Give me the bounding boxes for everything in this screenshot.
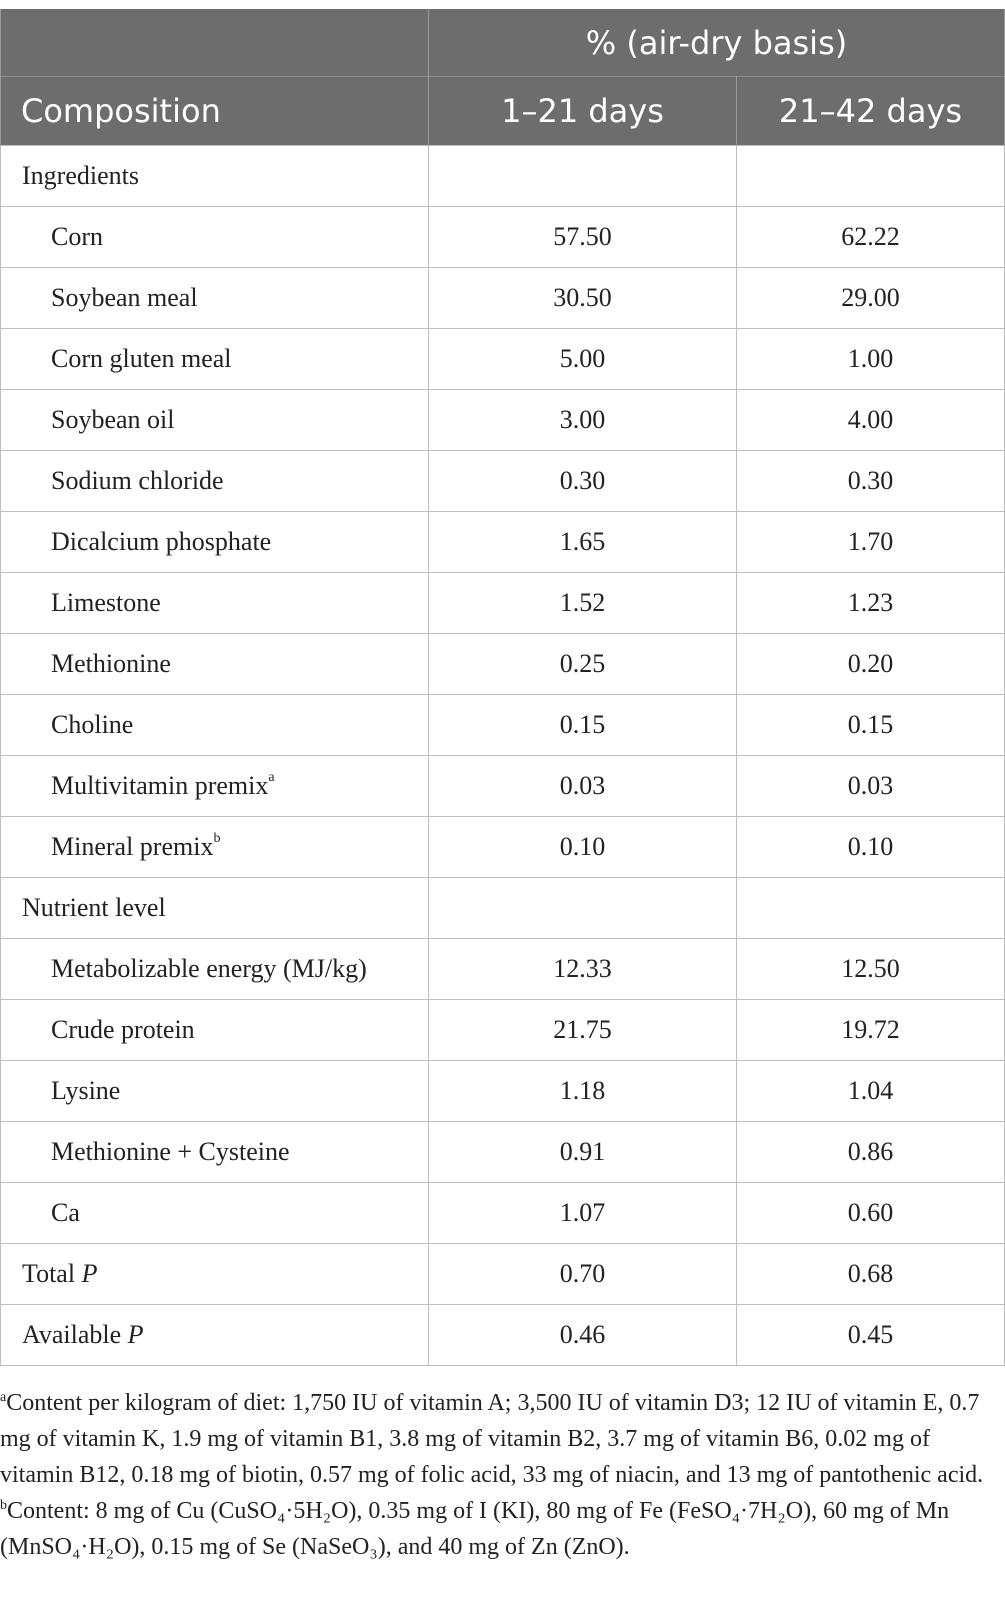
row-label-cell: [1, 1305, 429, 1366]
table-row: [1, 817, 1005, 878]
row-label-cell: [1, 329, 429, 390]
row-label-cell: [1, 634, 429, 695]
row-label: Ca: [51, 1198, 80, 1227]
footnote-a-marker: a: [0, 1390, 7, 1405]
value-1-21-days: 1.65: [429, 512, 737, 573]
row-label: Soybean meal: [51, 283, 198, 312]
table-row: [1, 634, 1005, 695]
footnote-marker: b: [213, 831, 221, 847]
value-1-21-days: 1.18: [429, 1061, 737, 1122]
footnote-a-text: Content per kilogram of diet: 1,750 IU of vitamin A; 3,500 IU of vitamin D3; 12 IU of vitamin E, 0.7 mg of vitamin K, 1.9 mg of vitamin B1, 3.8 mg of vitamin B2, 3.7 mg of vitamin B6, 0.02 mg of vitamin B12, 0.18 mg of biotin, 0.57 mg of folic acid, 33 mg of niacin, and 13 mg of pantothenic acid.: [0, 1390, 984, 1488]
row-label: Mineral premix: [51, 832, 214, 861]
value-21-42-days: 4.00: [737, 390, 1005, 451]
value-21-42-days: 1.70: [737, 512, 1005, 573]
row-label-cell: [1, 1244, 429, 1305]
value-21-42-days: 0.30: [737, 451, 1005, 512]
header-composition: Composition: [1, 77, 429, 146]
table-row: [1, 1122, 1005, 1183]
row-label-cell: [1, 756, 429, 817]
value-1-21-days: 0.03: [429, 756, 737, 817]
value-1-21-days: 0.15: [429, 695, 737, 756]
section-row: [1, 146, 1005, 207]
row-label: Limestone: [51, 588, 161, 617]
value-21-42-days: 0.68: [737, 1244, 1005, 1305]
row-label: Corn: [51, 222, 103, 251]
value-1-21-days: 1.07: [429, 1183, 737, 1244]
value-1-21-days: 57.50: [429, 207, 737, 268]
value-21-42-days: 12.50: [737, 939, 1005, 1000]
row-label-cell: [1, 1061, 429, 1122]
table-row: [1, 939, 1005, 1000]
value-21-42-days: 0.60: [737, 1183, 1005, 1244]
empty-cell: [737, 146, 1005, 207]
row-label: Lysine: [51, 1076, 121, 1105]
table-row: [1, 207, 1005, 268]
value-21-42-days: 1.00: [737, 329, 1005, 390]
value-21-42-days: 0.03: [737, 756, 1005, 817]
row-label: Crude protein: [51, 1015, 195, 1044]
table-body: [1, 146, 1005, 1366]
empty-cell: [429, 146, 737, 207]
footnote-marker: a: [268, 770, 275, 786]
row-label-cell: [1, 1122, 429, 1183]
row-label: Methionine + Cysteine: [51, 1137, 290, 1166]
row-label-cell: [1, 268, 429, 329]
table-row: [1, 695, 1005, 756]
value-1-21-days: 3.00: [429, 390, 737, 451]
empty-cell: [429, 878, 737, 939]
row-label-variable: P: [127, 1320, 144, 1349]
value-1-21-days: 0.46: [429, 1305, 737, 1366]
row-label: Methionine: [51, 649, 171, 678]
value-21-42-days: 0.45: [737, 1305, 1005, 1366]
value-1-21-days: 0.25: [429, 634, 737, 695]
row-label: Soybean oil: [51, 405, 175, 434]
row-label: Corn gluten meal: [51, 344, 232, 373]
value-21-42-days: 1.23: [737, 573, 1005, 634]
section-row: [1, 878, 1005, 939]
value-21-42-days: 19.72: [737, 1000, 1005, 1061]
value-21-42-days: 0.20: [737, 634, 1005, 695]
table-footnote: [0, 1385, 1005, 1565]
row-label-cell: [1, 512, 429, 573]
table-row: [1, 329, 1005, 390]
row-label: Choline: [51, 710, 134, 739]
footnote-b-text: Content: 8 mg of Cu (CuSO₄·5H₂O), 0.35 mg of I (KI), 80 mg of Fe (FeSO₄·7H₂O), 60 mg of Mn (MnSO₄·H₂O), 0.15 mg of Se (NaSeO₃), and 40 mg of Zn (ZnO).: [0, 1498, 950, 1560]
row-label: Metabolizable energy (MJ/kg): [51, 954, 367, 983]
table-row: [1, 756, 1005, 817]
value-1-21-days: 0.10: [429, 817, 737, 878]
value-21-42-days: 0.10: [737, 817, 1005, 878]
row-label-cell: [1, 207, 429, 268]
row-label-cell: [1, 1000, 429, 1061]
row-label-cell: [1, 695, 429, 756]
table-row: [1, 512, 1005, 573]
footnote-b-marker: b: [0, 1498, 7, 1513]
row-label: Sodium chloride: [51, 466, 224, 495]
table-row: [1, 1000, 1005, 1061]
table-row: [1, 573, 1005, 634]
section-label: Nutrient level: [1, 878, 429, 939]
row-label-cell: [1, 451, 429, 512]
header-group-label: % (air-dry basis): [429, 9, 1005, 77]
table-row: [1, 1061, 1005, 1122]
value-1-21-days: 21.75: [429, 1000, 737, 1061]
value-21-42-days: 0.15: [737, 695, 1005, 756]
value-21-42-days: 1.04: [737, 1061, 1005, 1122]
value-21-42-days: 0.86: [737, 1122, 1005, 1183]
header-blank-cell: [1, 9, 429, 77]
row-label-variable: P: [81, 1259, 98, 1288]
value-1-21-days: 1.52: [429, 573, 737, 634]
section-label: Ingredients: [1, 146, 429, 207]
row-label-cell: [1, 1183, 429, 1244]
value-1-21-days: 0.30: [429, 451, 737, 512]
table-row: [1, 1183, 1005, 1244]
table-row: [1, 451, 1005, 512]
value-1-21-days: 5.00: [429, 329, 737, 390]
table-row: [1, 390, 1005, 451]
value-1-21-days: 0.91: [429, 1122, 737, 1183]
row-label-cell: [1, 390, 429, 451]
row-label-cell: [1, 939, 429, 1000]
row-label: Dicalcium phosphate: [51, 527, 272, 556]
value-1-21-days: 30.50: [429, 268, 737, 329]
row-label-cell: [1, 817, 429, 878]
header-period-21-42: 21–42 days: [737, 77, 1005, 146]
header-period-1-21: 1–21 days: [429, 77, 737, 146]
value-21-42-days: 29.00: [737, 268, 1005, 329]
value-1-21-days: 0.70: [429, 1244, 737, 1305]
row-label: Available: [22, 1320, 128, 1349]
row-label-cell: [1, 573, 429, 634]
diet-composition-table: [0, 9, 1005, 1366]
value-1-21-days: 12.33: [429, 939, 737, 1000]
table-row: [1, 268, 1005, 329]
value-21-42-days: 62.22: [737, 207, 1005, 268]
row-label: Total: [22, 1259, 82, 1288]
row-label: Multivitamin premix: [51, 771, 269, 800]
table-row: [1, 1305, 1005, 1366]
table-row: [1, 1244, 1005, 1305]
empty-cell: [737, 878, 1005, 939]
